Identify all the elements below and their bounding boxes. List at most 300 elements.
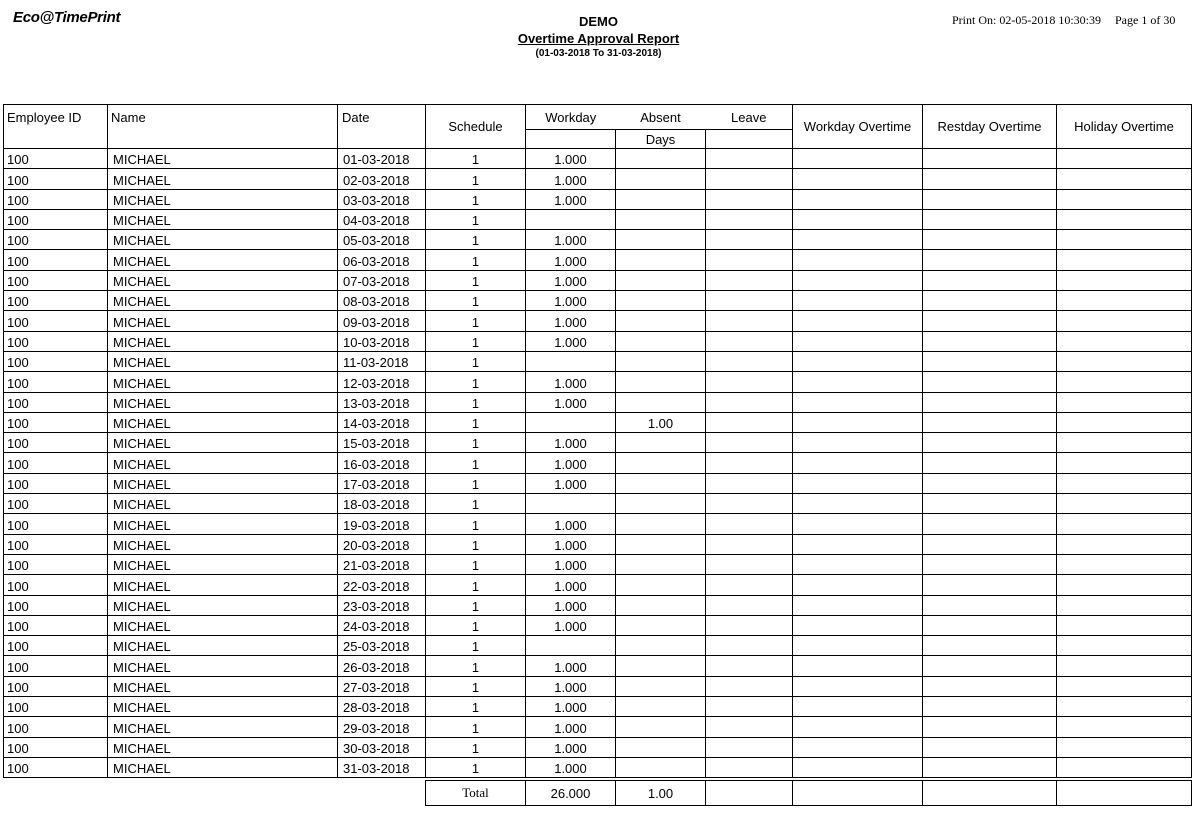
cell-employee-id — [4, 433, 108, 453]
cell-date — [338, 169, 426, 189]
cell-employee-id-text: 100 — [7, 497, 29, 513]
cell-name-text: MICHAEL — [113, 761, 171, 777]
table-row — [4, 392, 1192, 412]
cell-employee-id-text: 100 — [7, 334, 29, 350]
cell-leave — [706, 270, 793, 290]
cell-leave — [706, 636, 793, 656]
cell-workday-overtime — [793, 372, 923, 392]
cell-name — [108, 737, 338, 757]
cell-date — [338, 615, 426, 635]
cell-workday-text: 1.000 — [554, 456, 587, 472]
cell-name — [108, 554, 338, 574]
cell-employee-id — [4, 392, 108, 412]
cell-workday — [526, 372, 616, 392]
col-header-leave: Leave — [706, 105, 793, 130]
cell-workday — [526, 697, 616, 717]
cell-name-text: MICHAEL — [113, 355, 171, 371]
cell-schedule-text: 1 — [471, 395, 480, 411]
cell-employee-id — [4, 270, 108, 290]
col-header-workday-overtime: Workday Overtime — [793, 105, 923, 149]
cell-employee-id — [4, 230, 108, 250]
cell-employee-id — [4, 717, 108, 737]
cell-employee-id — [4, 189, 108, 209]
cell-workday-overtime — [793, 250, 923, 270]
cell-name — [108, 615, 338, 635]
cell-schedule — [426, 554, 526, 574]
cell-schedule-text: 1 — [471, 537, 480, 553]
cell-workday — [526, 209, 616, 229]
total-workday: 26.000 — [526, 781, 616, 806]
cell-leave — [706, 209, 793, 229]
cell-date-text: 16-03-2018 — [343, 456, 410, 472]
cell-date — [338, 717, 426, 737]
cell-workday — [526, 270, 616, 290]
cell-workday-text: 1.000 — [554, 375, 587, 391]
cell-workday-overtime — [793, 433, 923, 453]
cell-employee-id-text: 100 — [7, 274, 29, 290]
cell-workday-text: 1.000 — [554, 274, 587, 290]
cell-leave — [706, 149, 793, 169]
cell-employee-id — [4, 656, 108, 676]
cell-employee-id-text: 100 — [7, 619, 29, 635]
table-row — [4, 514, 1192, 534]
cell-employee-id — [4, 291, 108, 311]
cell-workday-text: 1.000 — [554, 517, 587, 533]
cell-employee-id-text: 100 — [7, 720, 29, 736]
cell-workday — [526, 615, 616, 635]
table-row — [4, 250, 1192, 270]
cell-restday-overtime — [923, 149, 1057, 169]
cell-name — [108, 331, 338, 351]
table-row — [4, 676, 1192, 696]
cell-leave — [706, 697, 793, 717]
cell-employee-id-text: 100 — [7, 395, 29, 411]
cell-workday-overtime — [793, 717, 923, 737]
report-title-text: Overtime Approval Report — [517, 31, 680, 46]
cell-workday — [526, 331, 616, 351]
cell-schedule — [426, 169, 526, 189]
cell-name — [108, 656, 338, 676]
cell-absent — [616, 595, 706, 615]
cell-date — [338, 149, 426, 169]
cell-schedule — [426, 757, 526, 777]
cell-date — [338, 433, 426, 453]
cell-holiday-overtime — [1057, 534, 1192, 554]
cell-workday-overtime — [793, 270, 923, 290]
cell-workday-text: 1.000 — [554, 680, 587, 696]
table-row — [4, 473, 1192, 493]
col-header-workday: Workday — [526, 105, 616, 130]
col-header-absent: Absent — [616, 105, 706, 130]
cell-schedule — [426, 575, 526, 595]
cell-schedule — [426, 433, 526, 453]
cell-workday-text: 1.000 — [554, 720, 587, 736]
cell-leave — [706, 169, 793, 189]
cell-restday-overtime — [923, 189, 1057, 209]
cell-date-text: 04-03-2018 — [343, 213, 410, 229]
cell-absent — [616, 270, 706, 290]
cell-holiday-overtime — [1057, 494, 1192, 514]
cell-schedule — [426, 676, 526, 696]
cell-workday — [526, 351, 616, 371]
cell-restday-overtime — [923, 575, 1057, 595]
cell-restday-overtime — [923, 514, 1057, 534]
cell-holiday-overtime — [1057, 149, 1192, 169]
company-name: DEMO — [579, 14, 618, 29]
cell-name-text: MICHAEL — [113, 517, 171, 533]
cell-date — [338, 737, 426, 757]
cell-employee-id-text: 100 — [7, 294, 29, 310]
cell-date-text: 18-03-2018 — [343, 497, 410, 513]
total-holiday-overtime — [1057, 781, 1192, 806]
table-row — [4, 372, 1192, 392]
cell-employee-id-text: 100 — [7, 639, 29, 655]
cell-absent — [616, 351, 706, 371]
cell-workday — [526, 230, 616, 250]
table-row — [4, 209, 1192, 229]
cell-date — [338, 473, 426, 493]
cell-restday-overtime — [923, 291, 1057, 311]
cell-absent — [616, 189, 706, 209]
cell-leave — [706, 291, 793, 311]
cell-date-text: 11-03-2018 — [343, 355, 409, 371]
cell-date — [338, 656, 426, 676]
cell-employee-id — [4, 209, 108, 229]
table-row — [4, 697, 1192, 717]
cell-name — [108, 575, 338, 595]
table-row — [4, 656, 1192, 676]
cell-employee-id-text: 100 — [7, 416, 29, 432]
report-period: (01-03-2018 To 31-03-2018) — [535, 48, 662, 59]
cell-holiday-overtime — [1057, 230, 1192, 250]
cell-workday-overtime — [793, 615, 923, 635]
cell-absent — [616, 453, 706, 473]
cell-workday-text: 1.000 — [554, 395, 587, 411]
cell-name — [108, 189, 338, 209]
cell-name — [108, 494, 338, 514]
cell-employee-id-text: 100 — [7, 680, 29, 696]
cell-workday-overtime — [793, 595, 923, 615]
cell-leave — [706, 311, 793, 331]
cell-workday-text: 1.000 — [554, 598, 587, 614]
cell-date-text: 14-03-2018 — [343, 416, 410, 432]
cell-employee-id — [4, 372, 108, 392]
cell-employee-id — [4, 473, 108, 493]
table-row — [4, 453, 1192, 473]
cell-restday-overtime — [923, 554, 1057, 574]
table-row — [4, 351, 1192, 371]
cell-employee-id — [4, 351, 108, 371]
cell-schedule-text: 1 — [471, 253, 480, 269]
cell-employee-id — [4, 697, 108, 717]
cell-absent — [616, 676, 706, 696]
cell-leave — [706, 372, 793, 392]
cell-employee-id — [4, 149, 108, 169]
cell-restday-overtime — [923, 372, 1057, 392]
table-row — [4, 717, 1192, 737]
cell-employee-id-text: 100 — [7, 152, 29, 168]
cell-leave — [706, 676, 793, 696]
cell-employee-id — [4, 331, 108, 351]
cell-schedule-text: 1 — [471, 192, 480, 208]
table-row — [4, 189, 1192, 209]
cell-schedule — [426, 737, 526, 757]
cell-absent — [616, 230, 706, 250]
cell-leave — [706, 595, 793, 615]
cell-leave — [706, 554, 793, 574]
cell-workday-text: 1.000 — [554, 294, 587, 310]
cell-employee-id — [4, 554, 108, 574]
cell-name — [108, 412, 338, 432]
cell-date-text: 24-03-2018 — [343, 619, 410, 635]
cell-name-text: MICHAEL — [113, 477, 171, 493]
cell-workday — [526, 676, 616, 696]
cell-absent — [616, 534, 706, 554]
cell-restday-overtime — [923, 615, 1057, 635]
cell-restday-overtime — [923, 757, 1057, 777]
cell-absent — [616, 636, 706, 656]
cell-name-text: MICHAEL — [113, 314, 171, 330]
cell-absent-text: 1.00 — [647, 416, 674, 432]
cell-employee-id — [4, 737, 108, 757]
cell-absent — [616, 331, 706, 351]
cell-name — [108, 392, 338, 412]
cell-schedule-text: 1 — [471, 740, 480, 756]
cell-name-text: MICHAEL — [113, 639, 171, 655]
cell-holiday-overtime — [1057, 433, 1192, 453]
cell-holiday-overtime — [1057, 697, 1192, 717]
cell-leave — [706, 331, 793, 351]
cell-leave — [706, 230, 793, 250]
cell-date — [338, 209, 426, 229]
cell-name-text: MICHAEL — [113, 416, 171, 432]
cell-schedule-text: 1 — [471, 517, 480, 533]
cell-schedule — [426, 656, 526, 676]
cell-employee-id-text: 100 — [7, 192, 29, 208]
cell-restday-overtime — [923, 351, 1057, 371]
cell-workday-overtime — [793, 737, 923, 757]
cell-schedule — [426, 494, 526, 514]
table-row — [4, 737, 1192, 757]
cell-date — [338, 250, 426, 270]
cell-employee-id-text: 100 — [7, 477, 29, 493]
cell-holiday-overtime — [1057, 209, 1192, 229]
cell-schedule-text: 1 — [471, 274, 480, 290]
cell-schedule-text: 1 — [471, 598, 480, 614]
cell-absent — [616, 554, 706, 574]
cell-schedule-text: 1 — [471, 416, 480, 432]
cell-schedule-text: 1 — [471, 375, 480, 391]
cell-date — [338, 392, 426, 412]
cell-absent — [616, 372, 706, 392]
cell-employee-id-text: 100 — [7, 355, 29, 371]
col-header-name: Name — [108, 105, 338, 149]
cell-date — [338, 534, 426, 554]
cell-employee-id-text: 100 — [7, 659, 29, 675]
cell-workday-text: 1.000 — [554, 314, 587, 330]
cell-holiday-overtime — [1057, 372, 1192, 392]
cell-workday — [526, 514, 616, 534]
cell-date-text: 31-03-2018 — [343, 761, 410, 777]
cell-workday-overtime — [793, 209, 923, 229]
table-row — [4, 554, 1192, 574]
cell-employee-id-text: 100 — [7, 253, 29, 269]
cell-restday-overtime — [923, 311, 1057, 331]
cell-schedule — [426, 230, 526, 250]
cell-absent — [616, 575, 706, 595]
cell-holiday-overtime — [1057, 737, 1192, 757]
cell-date-text: 09-03-2018 — [343, 314, 410, 330]
cell-employee-id-text: 100 — [7, 375, 29, 391]
cell-holiday-overtime — [1057, 595, 1192, 615]
cell-date-text: 07-03-2018 — [343, 274, 410, 290]
cell-absent — [616, 209, 706, 229]
cell-employee-id-text: 100 — [7, 213, 29, 229]
table-row — [4, 534, 1192, 554]
cell-date-text: 12-03-2018 — [343, 375, 410, 391]
total-absent: 1.00 — [616, 781, 706, 806]
cell-name-text: MICHAEL — [113, 192, 171, 208]
cell-date — [338, 595, 426, 615]
cell-workday-overtime — [793, 676, 923, 696]
cell-leave — [706, 717, 793, 737]
cell-workday — [526, 169, 616, 189]
table-row — [4, 412, 1192, 432]
cell-workday-overtime — [793, 311, 923, 331]
cell-workday-overtime — [793, 494, 923, 514]
cell-date — [338, 331, 426, 351]
cell-holiday-overtime — [1057, 189, 1192, 209]
table-row — [4, 331, 1192, 351]
cell-schedule-text: 1 — [471, 761, 480, 777]
cell-schedule — [426, 473, 526, 493]
cell-name — [108, 270, 338, 290]
cell-restday-overtime — [923, 676, 1057, 696]
cell-schedule — [426, 697, 526, 717]
cell-date — [338, 636, 426, 656]
cell-leave — [706, 473, 793, 493]
cell-restday-overtime — [923, 697, 1057, 717]
cell-leave — [706, 514, 793, 534]
cell-employee-id-text: 100 — [7, 740, 29, 756]
cell-restday-overtime — [923, 595, 1057, 615]
cell-workday-overtime — [793, 554, 923, 574]
cell-name-text: MICHAEL — [113, 233, 171, 249]
cell-workday-text: 1.000 — [554, 152, 587, 168]
cell-absent — [616, 697, 706, 717]
cell-employee-id — [4, 250, 108, 270]
cell-holiday-overtime — [1057, 311, 1192, 331]
cell-date-text: 27-03-2018 — [343, 680, 410, 696]
cell-name — [108, 209, 338, 229]
total-restday-overtime — [923, 781, 1057, 806]
cell-schedule-text: 1 — [471, 477, 480, 493]
cell-date — [338, 351, 426, 371]
cell-workday-overtime — [793, 534, 923, 554]
cell-restday-overtime — [923, 230, 1057, 250]
table-row — [4, 433, 1192, 453]
table-row — [4, 149, 1192, 169]
cell-name-text: MICHAEL — [113, 680, 171, 696]
col-header-date: Date — [338, 105, 426, 149]
cell-restday-overtime — [923, 169, 1057, 189]
cell-name — [108, 534, 338, 554]
cell-leave — [706, 453, 793, 473]
cell-workday-text: 1.000 — [554, 233, 587, 249]
cell-absent — [616, 392, 706, 412]
cell-leave — [706, 189, 793, 209]
cell-restday-overtime — [923, 209, 1057, 229]
cell-schedule-text: 1 — [471, 436, 480, 452]
cell-schedule — [426, 250, 526, 270]
cell-schedule-text: 1 — [471, 152, 480, 168]
cell-date — [338, 676, 426, 696]
cell-workday-text: 1.000 — [554, 578, 587, 594]
cell-name — [108, 351, 338, 371]
cell-holiday-overtime — [1057, 554, 1192, 574]
cell-employee-id-text: 100 — [7, 172, 29, 188]
cell-schedule — [426, 270, 526, 290]
print-info — [952, 13, 1175, 28]
cell-name — [108, 230, 338, 250]
cell-holiday-overtime — [1057, 453, 1192, 473]
total-workday-overtime — [793, 781, 923, 806]
cell-schedule-text: 1 — [471, 497, 480, 513]
cell-employee-id-text: 100 — [7, 578, 29, 594]
cell-workday-overtime — [793, 514, 923, 534]
cell-schedule — [426, 514, 526, 534]
cell-absent — [616, 311, 706, 331]
cell-workday-text: 1.000 — [554, 558, 587, 574]
cell-employee-id — [4, 453, 108, 473]
cell-schedule-text: 1 — [471, 233, 480, 249]
cell-leave — [706, 351, 793, 371]
cell-workday-text: 1.000 — [554, 436, 587, 452]
cell-schedule — [426, 291, 526, 311]
cell-employee-id — [4, 615, 108, 635]
cell-workday — [526, 412, 616, 432]
cell-workday-overtime — [793, 169, 923, 189]
report-title — [0, 31, 1197, 46]
cell-schedule — [426, 209, 526, 229]
cell-workday — [526, 656, 616, 676]
brand-logo: Eco@TimePrint — [13, 9, 121, 26]
cell-name-text: MICHAEL — [113, 578, 171, 594]
cell-absent — [616, 757, 706, 777]
cell-holiday-overtime — [1057, 656, 1192, 676]
cell-employee-id — [4, 534, 108, 554]
cell-date — [338, 757, 426, 777]
table-row — [4, 757, 1192, 777]
cell-workday-overtime — [793, 230, 923, 250]
cell-name — [108, 717, 338, 737]
cell-workday — [526, 149, 616, 169]
cell-leave — [706, 534, 793, 554]
cell-date-text: 13-03-2018 — [343, 395, 410, 411]
cell-leave — [706, 494, 793, 514]
cell-employee-id — [4, 412, 108, 432]
cell-holiday-overtime — [1057, 514, 1192, 534]
cell-employee-id-text: 100 — [7, 558, 29, 574]
cell-name-text: MICHAEL — [113, 537, 171, 553]
cell-schedule — [426, 412, 526, 432]
table-row — [4, 230, 1192, 250]
cell-schedule-text: 1 — [471, 680, 480, 696]
cell-restday-overtime — [923, 534, 1057, 554]
cell-workday-text: 1.000 — [554, 700, 587, 716]
cell-absent — [616, 473, 706, 493]
cell-schedule — [426, 331, 526, 351]
